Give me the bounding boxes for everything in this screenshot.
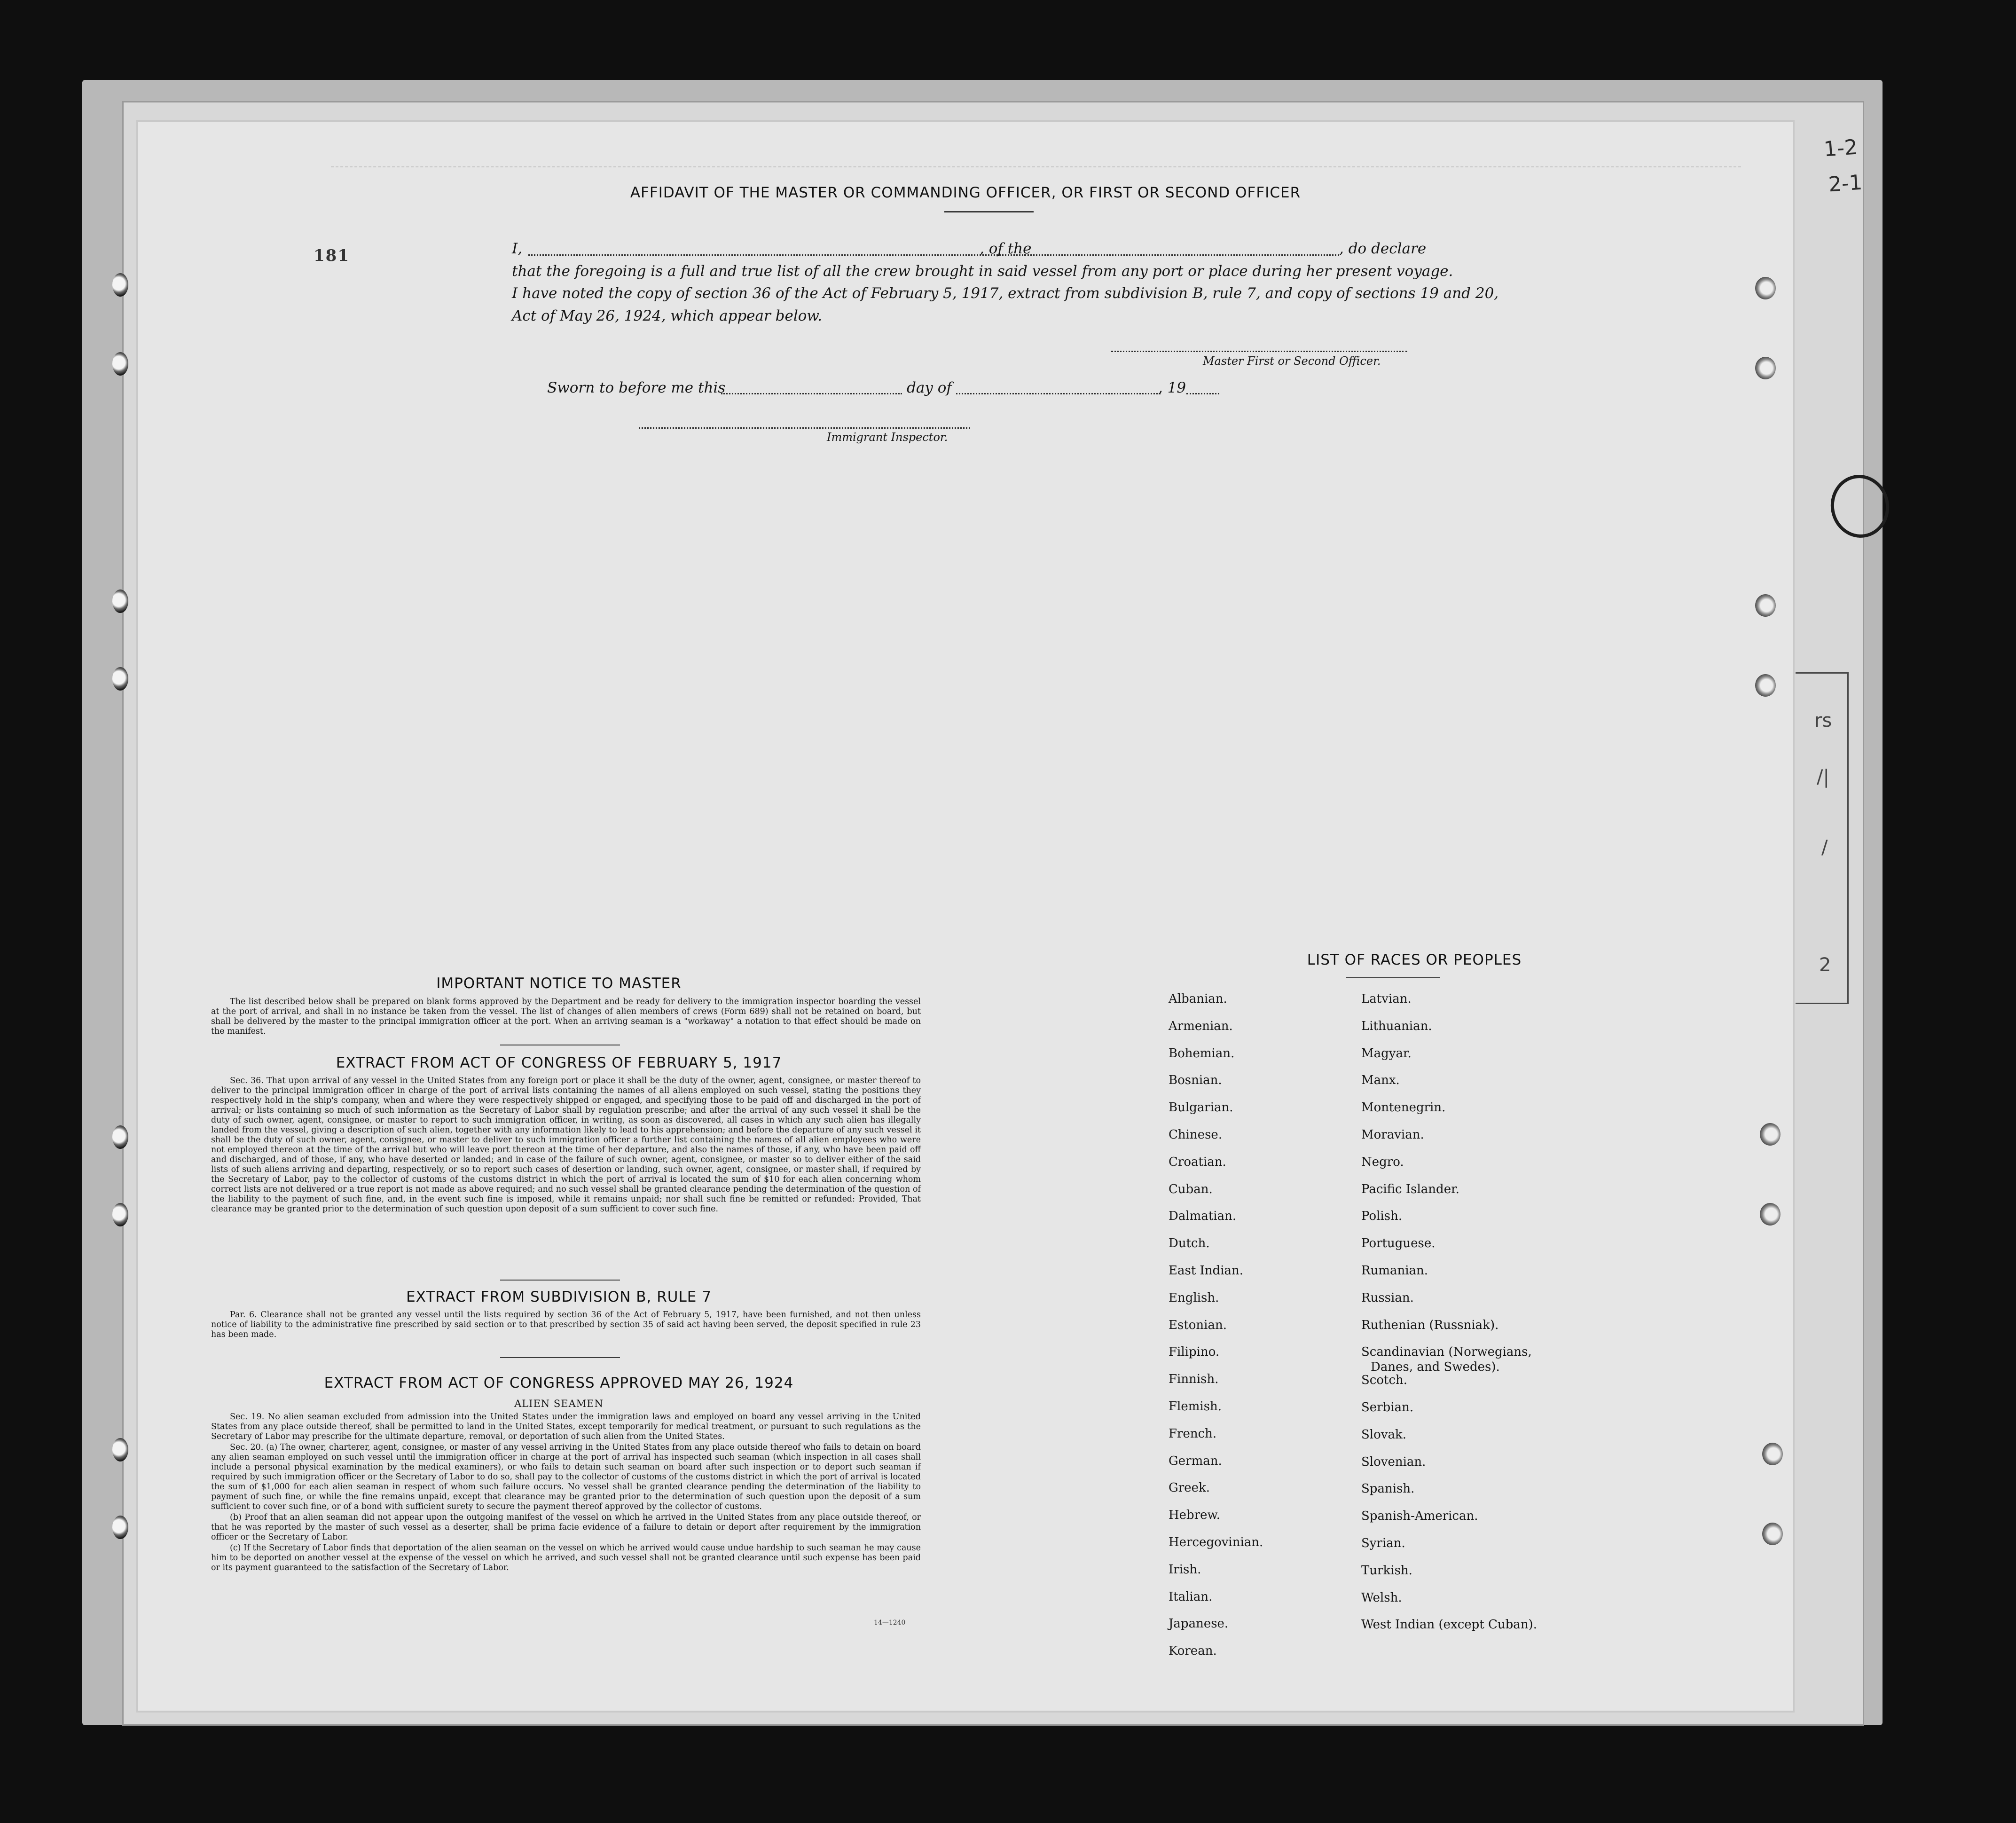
affidavit-of-the: , of the	[980, 240, 1032, 257]
master-caption: Master First or Second Officer.	[1203, 354, 1381, 368]
sworn-month-blank	[956, 393, 1161, 394]
race-item: Lithuanian.	[1361, 1019, 1432, 1033]
inspector-caption: Immigrant Inspector.	[827, 431, 948, 444]
section-20a-paragraph: Sec. 20. (a) The owner, charterer, agent, consignee, or master of any vessel arriving in the United States from any place outside thereof who fails to detain on board any alien seaman employed on such vessel until the immigration officer in charge at the port of arrival has inspected such seaman (which inspection in all cases shall include a personal physical examination by the medical examiners), or who fails to detain such seaman on board after such inspection or to deport such seaman if required by such immigration officer or the Secretary of Labor to do so, shall pay to the collector of customs of the customs district in which the port of arrival is located the sum of $1,000 for each alien seaman in respect of whom such failure occurs. No vessel shall be granted clearance pending the determination of the liability to payment of such fine, or while the fine remains unpaid, except that clearance may be granted prior to the determination of such question upon the deposit of a sum sufficient to cover such fine, or of a bond with sufficient surety to secure the payment thereof approved by the collector of customs.	[211, 1443, 921, 1511]
punch-hole	[1755, 674, 1776, 697]
punch-hole	[1762, 1523, 1783, 1545]
race-item: Turkish.	[1361, 1563, 1412, 1578]
edge-mark: rs	[1814, 710, 1832, 731]
race-item: Syrian.	[1361, 1536, 1405, 1550]
affidavit-line-4: Act of May 26, 1924, which appear below.	[512, 307, 823, 324]
affidavit-line-3: I have noted the copy of section 36 of the Act of February 5, 1917, extract from subdivision B, rule 7, and copy of sections 19 and 20,	[512, 285, 1499, 302]
race-item: Dalmatian.	[1169, 1209, 1237, 1224]
affidavit-title: AFFIDAVIT OF THE MASTER OR COMMANDING OFFICER, OR FIRST OR SECOND OFFICER	[630, 184, 1301, 201]
section-36-paragraph: Sec. 36. That upon arrival of any vessel in the United States from any foreign port or place it shall be the duty of the owner, agent, consignee, or master thereof to deliver to the principal immigration officer in charge of the port of arrival lists containing the names of all aliens employed on such vessel, stating the positions they respectively hold in the ship's company, when and where they were respectively shipped or engaged, and specifying those to be paid off and discharged in the port of arrival; or lists containing so much of such information as the Secretary of Labor shall by regulation prescribe; and after the arrival of any such vessel it shall be the duty of such owner, agent, consignee, or master to report to such immigration officer, in writing, as soon as discovered, all cases in which any such alien has illegally landed from the vessel, giving a description of such alien, together with any information likely to lead to his apprehension; and before the departure of any such vessel it shall be the duty of such owner, agent, consignee, or master to deliver to such immigration officer a further list containing the names of all alien employees who were not employed thereon at the time of the arrival but who will leave port thereon at the time of her departure, and also the names of those, if any, who have been paid off and discharged, and of those, if any, who have deserted or landed; and in case of the failure of such owner, agent, consignee, or master so to deliver either of the said lists of such aliens arriving and departing, respectively, or so to report such cases of desertion or landing, such owner, agent, consignee, or master shall, if required by the Secretary of Labor, pay to the collector of customs of the customs district in which the port of arrival is located the sum of $10 for each alien concerning whom correct lists are not delivered or a true report is not made as above required; and no such vessel shall be granted clearance pending the determination of the question of the liability to the payment of such fine, and, in the event such fine is imposed, while it remains unpaid; nor shall such fine be remitted or refunded: Provided, That clearance may be granted prior to the determination of such question upon deposit of a sum sufficient to cover such fine.	[211, 1076, 921, 1214]
race-item: Bulgarian.	[1169, 1100, 1233, 1115]
handwritten-corner-note: 1-2	[1823, 135, 1859, 162]
race-item: Albanian.	[1169, 992, 1227, 1006]
extract-1924-title: EXTRACT FROM ACT OF CONGRESS APPROVED MAY 26, 1924	[324, 1375, 794, 1391]
affidavit-i: I,	[512, 240, 523, 257]
rule-7-text	[211, 1310, 921, 1341]
race-item: Scandinavian (Norwegians, Danes, and Swedes).	[1361, 1345, 1532, 1375]
title-rule	[944, 211, 1034, 212]
section-rule	[500, 1357, 620, 1358]
punch-hole	[112, 273, 128, 297]
edge-mark: 2	[1819, 954, 1831, 976]
punch-hole	[112, 589, 128, 613]
race-item: Rumanian.	[1361, 1264, 1428, 1278]
race-item: Russian.	[1361, 1290, 1414, 1305]
section-rule	[500, 1280, 620, 1281]
race-item: Pacific Islander.	[1361, 1182, 1459, 1196]
race-item: Cuban.	[1169, 1182, 1213, 1196]
race-item: Bohemian.	[1169, 1046, 1235, 1061]
punch-hole	[112, 1438, 128, 1462]
race-item: Filipino.	[1169, 1345, 1220, 1359]
affidavit-line-2: that the foregoing is a full and true list of all the crew brought in said vessel from any port or place during her present voyage.	[512, 263, 1453, 280]
race-item: Polish.	[1361, 1209, 1403, 1224]
race-item: English.	[1169, 1290, 1219, 1305]
race-item: East Indian.	[1169, 1264, 1244, 1278]
race-item: Finnish.	[1169, 1372, 1219, 1387]
race-item: Portuguese.	[1361, 1236, 1436, 1251]
race-item: Moravian.	[1361, 1128, 1424, 1142]
punch-hole	[1762, 1443, 1783, 1465]
punch-hole	[1755, 594, 1776, 617]
race-item: Welsh.	[1361, 1590, 1402, 1605]
sworn-text: Sworn to before me this	[547, 379, 726, 396]
race-item: Montenegrin.	[1361, 1100, 1446, 1115]
form-number: 14—1240	[874, 1619, 906, 1627]
races-left-column	[1169, 991, 1347, 1659]
notice-paragraph: The list described below shall be prepared on blank forms approved by the Department and be ready for delivery to the immigration inspector boarding the vessel at the port of arrival, and shall in no instance be taken from the vessel. The list of changes of alien members of crews (Form 689) shall not be retained on board, but shall be delivered by the master to the principal immigration officer at the port. When an arriving seaman is a "workaway" a notation to that effect should be made on the manifest.	[211, 997, 921, 1036]
race-item: Korean.	[1169, 1644, 1217, 1658]
race-item: Negro.	[1361, 1155, 1404, 1169]
race-item: Magyar.	[1361, 1046, 1412, 1061]
race-item: Dutch.	[1169, 1236, 1210, 1251]
race-item: Armenian.	[1169, 1019, 1233, 1033]
race-item: Flemish.	[1169, 1399, 1222, 1414]
extract-1917-text	[211, 1076, 921, 1215]
races-title: LIST OF RACES OR PEOPLES	[1307, 951, 1522, 968]
punch-hole	[1755, 357, 1776, 379]
section-19-paragraph: Sec. 19. No alien seaman excluded from admission into the United States under the immigration laws and employed on board any vessel arriving in the United States from any place outside thereof, shall be permitted to land in the United States, except temporarily for medical treatment, or pursuant to such regulations as the Secretary of Labor may prescribe for the ultimate departure, removal, or deportation of such alien from the United States.	[211, 1412, 921, 1441]
races-title-rule	[1346, 977, 1440, 978]
vessel-blank	[1024, 254, 1339, 256]
section-20c-paragraph: (c) If the Secretary of Labor finds that deportation of the alien seaman on the vessel on which he arrived would cause undue hardship to such seaman he may cause him to be deported on another vessel at the expense of the vessel on which he arrived, and such vessel shall not be granted clearance until such expense has been paid or its payment guaranteed to the satisfaction of the Secretary of Labor.	[211, 1543, 921, 1572]
notice-title: IMPORTANT NOTICE TO MASTER	[436, 975, 682, 992]
bleed-through-line	[331, 166, 1741, 168]
affidavit-declare: , do declare	[1339, 240, 1427, 257]
extract-1917-title: EXTRACT FROM ACT OF CONGRESS OF FEBRUARY 5, 1917	[336, 1054, 782, 1071]
race-item: Ruthenian (Russniak).	[1361, 1318, 1499, 1332]
handwritten-corner-note: 2-1	[1828, 170, 1863, 197]
race-item: Greek.	[1169, 1481, 1210, 1495]
race-item: German.	[1169, 1454, 1222, 1468]
sworn-day-blank	[721, 393, 902, 394]
rule-7-title: EXTRACT FROM SUBDIVISION B, RULE 7	[406, 1289, 712, 1305]
race-item: Estonian.	[1169, 1318, 1227, 1332]
edge-mark: /|	[1817, 766, 1829, 788]
race-item: Slovenian.	[1361, 1454, 1426, 1469]
race-item: Spanish-American.	[1361, 1509, 1478, 1524]
alien-seamen-subtitle: ALIEN SEAMEN	[514, 1398, 604, 1409]
race-item: Bosnian.	[1169, 1073, 1222, 1088]
notice-text	[211, 997, 921, 1037]
punch-hole	[1760, 1123, 1781, 1146]
punch-hole	[112, 1125, 128, 1149]
race-item: Italian.	[1169, 1589, 1213, 1604]
section-20b-paragraph: (b) Proof that an alien seaman did not appear upon the outgoing manifest of the vessel on which he arrived in the United States from any place outside thereof, or that he was reported by the master of such vessel as a deserter, shall be prima facie evidence of a failure to detain or deport after requirement by the immigration officer or the Secretary of Labor.	[211, 1513, 921, 1542]
sworn-year-blank	[1186, 393, 1219, 394]
punch-hole	[112, 1516, 128, 1539]
year-prefix: , 19	[1158, 379, 1186, 396]
race-item: Croatian.	[1169, 1155, 1226, 1169]
master-signature-line	[1111, 351, 1407, 352]
inspector-signature-line	[639, 427, 970, 429]
affidavit-page	[136, 120, 1795, 1713]
extract-1924-text	[211, 1412, 921, 1574]
race-item: Slovak.	[1361, 1427, 1406, 1442]
day-of-text: day of	[907, 379, 952, 396]
race-item: French.	[1169, 1426, 1217, 1441]
punch-hole	[1755, 277, 1776, 299]
race-item: West Indian (except Cuban).	[1361, 1618, 1537, 1632]
race-item: Serbian.	[1361, 1400, 1414, 1414]
race-item: Spanish.	[1361, 1482, 1415, 1496]
race-item: Latvian.	[1361, 992, 1412, 1006]
race-item: Japanese.	[1169, 1617, 1229, 1631]
races-right-column	[1361, 991, 1606, 1659]
race-item: Chinese.	[1169, 1128, 1223, 1142]
name-blank	[528, 254, 1029, 256]
punch-hole	[1760, 1203, 1781, 1226]
stamp-number: 181	[314, 246, 350, 265]
punch-hole	[112, 667, 128, 691]
punch-hole	[112, 1203, 128, 1226]
race-item: Irish.	[1169, 1562, 1201, 1577]
punch-hole	[112, 352, 128, 376]
par-6-paragraph: Par. 6. Clearance shall not be granted any vessel until the lists required by section 36 of the Act of February 5, 1917, have been furnished, and not then unless notice of liability to the administrative fine prescribed by said section or to that prescribed by section 35 of said act having been served, the deposit specified in rule 23 has been made.	[211, 1310, 921, 1339]
race-item: Hercegovinian.	[1169, 1535, 1263, 1549]
race-item: Hebrew.	[1169, 1508, 1220, 1523]
edge-mark: /	[1821, 837, 1828, 858]
race-item: Manx.	[1361, 1073, 1400, 1088]
race-item: Scotch.	[1361, 1373, 1408, 1388]
